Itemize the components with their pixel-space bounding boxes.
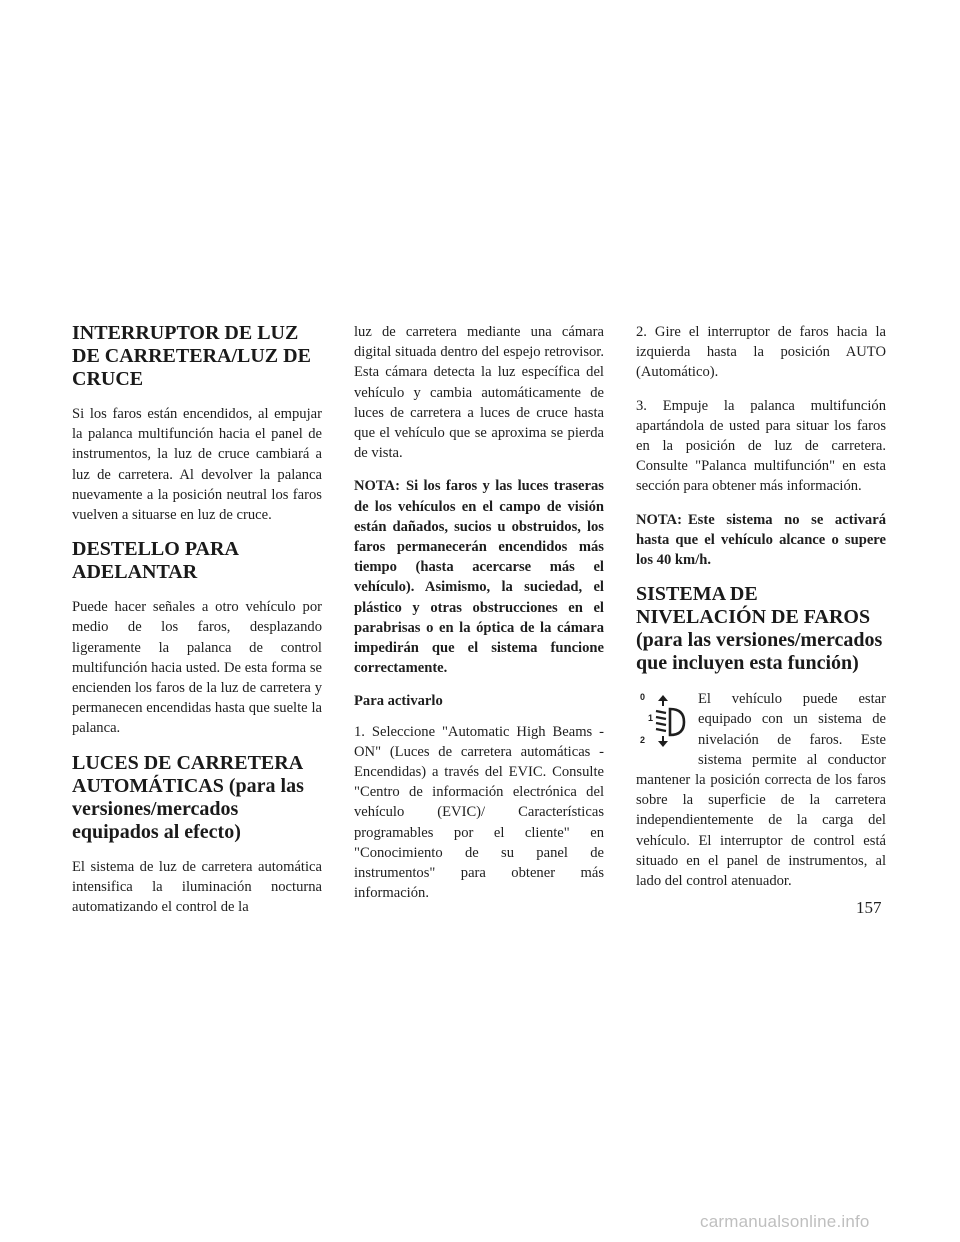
paragraph-step-2: 2. Gire el interruptor de faros hacia la izquierda hasta la posición AUTO (Automático). <box>636 324 886 381</box>
heading-auto-high-beams-main: LUCES DE CARRETERA AUTOMÁTICAS <box>72 751 303 797</box>
subheading-activate: Para activarlo <box>354 693 443 710</box>
heading-headlight-leveling-main: SISTEMA DE NIVELACIÓN DE FAROS <box>636 583 871 629</box>
note-text: Este sistema no se activará hasta que el vehículo alcance o supere los 40 km/h. <box>636 511 886 569</box>
page-number: 157 <box>856 898 882 917</box>
note-label: NOTA: <box>636 511 682 528</box>
note-camera <box>354 476 604 678</box>
column-1 <box>72 322 322 930</box>
heading-flash-to-pass: DESTELLO PARA ADELANTAR <box>72 538 238 584</box>
paragraph-high-low-beam: Si los faros están encendidos, al empujar la palanca multifunción hacia el panel de instrumentos, la luz de cruce cambiará a luz de carretera. Al devolver la palanca nuevamente a la posición neutral los faros vuelven a situarse en luz de cruce. <box>72 406 322 524</box>
note-text: Si los faros y las luces traseras de los vehículos en el campo de visión están dañados, sucios u obstruidos, los faros permanecerán encendidos más tiempo (hasta acercarse más el vehículo). Asimismo, la suciedad, el plástico y otras obstrucciones en el parabrisas o en la óptica de la cámara impedirán que el sistema funcione correctamente. <box>354 478 604 677</box>
icon-label-1: 1 <box>648 713 654 724</box>
paragraph-camera: luz de carretera mediante una cámara digital situada dentro del espejo retrovisor. Esta cámara detecta la luz específica del vehículo y cambia automáticamente de luces de carretera a luces de cruce hasta que el vehículo que se aproxima se pierda de vista. <box>354 324 604 462</box>
paragraph-flash-to-pass: Puede hacer señales a otro vehículo por medio de los faros, desplazando ligeramente la palanca de control multifunción hacia usted. De esta forma se encienden los faros de la luz de carretera y permanecen encendidas hasta que suelte la palanca. <box>72 599 322 737</box>
note-speed <box>636 510 886 571</box>
column-2 <box>354 322 604 916</box>
note-label: NOTA: <box>354 478 400 495</box>
paragraph-step-1: 1. Seleccione "Automatic High Beams - ON" (Luces de carretera automáticas - Encendidas) a través del EVIC. Consulte "Centro de información electrónica del vehículo (EVIC)/ Características programables por el cliente" en "Conocimiento de su panel de instrumentos" para obtener más información. <box>354 723 604 902</box>
heading-headlight-leveling <box>636 583 886 675</box>
leveling-section <box>636 689 886 891</box>
paragraph-step-3: 3. Empuje la palanca multifunción apartándola de usted para situar los faros en la posición de luz de carretera. Consulte "Palanca multifunción" en esta sección para obtener más información. <box>636 397 886 495</box>
paragraph-headlight-leveling: El vehículo puede estar equipado con un sistema de nivelación de faros. Este sistema permite al conductor mantener la posición correcta de los faros sobre la superficie de la carretera independientemente de la carga del vehículo. El interruptor de control está situado en el panel de instrumentos, al lado del control atenuador. <box>636 691 886 890</box>
heading-auto-high-beams <box>72 752 322 844</box>
icon-label-2: 2 <box>640 735 646 746</box>
paragraph-auto-high-beams: El sistema de luz de carretera automática intensifica la iluminación nocturna automatizando el control de la <box>72 858 322 916</box>
heading-high-low-beam: INTERRUPTOR DE LUZ DE CARRETERA/LUZ DE CRUCE <box>72 322 311 390</box>
heading-headlight-leveling-tail: (para las versiones/mercados que incluyen esta función) <box>636 629 883 675</box>
column-3 <box>636 322 886 891</box>
heading-auto-high-beams-tail: (para las versiones/mercados equipados al efecto) <box>72 774 304 843</box>
watermark[interactable]: carmanualsonline.info <box>700 1212 870 1231</box>
headlight-leveling-icon <box>636 689 688 753</box>
icon-label-0: 0 <box>640 692 646 703</box>
